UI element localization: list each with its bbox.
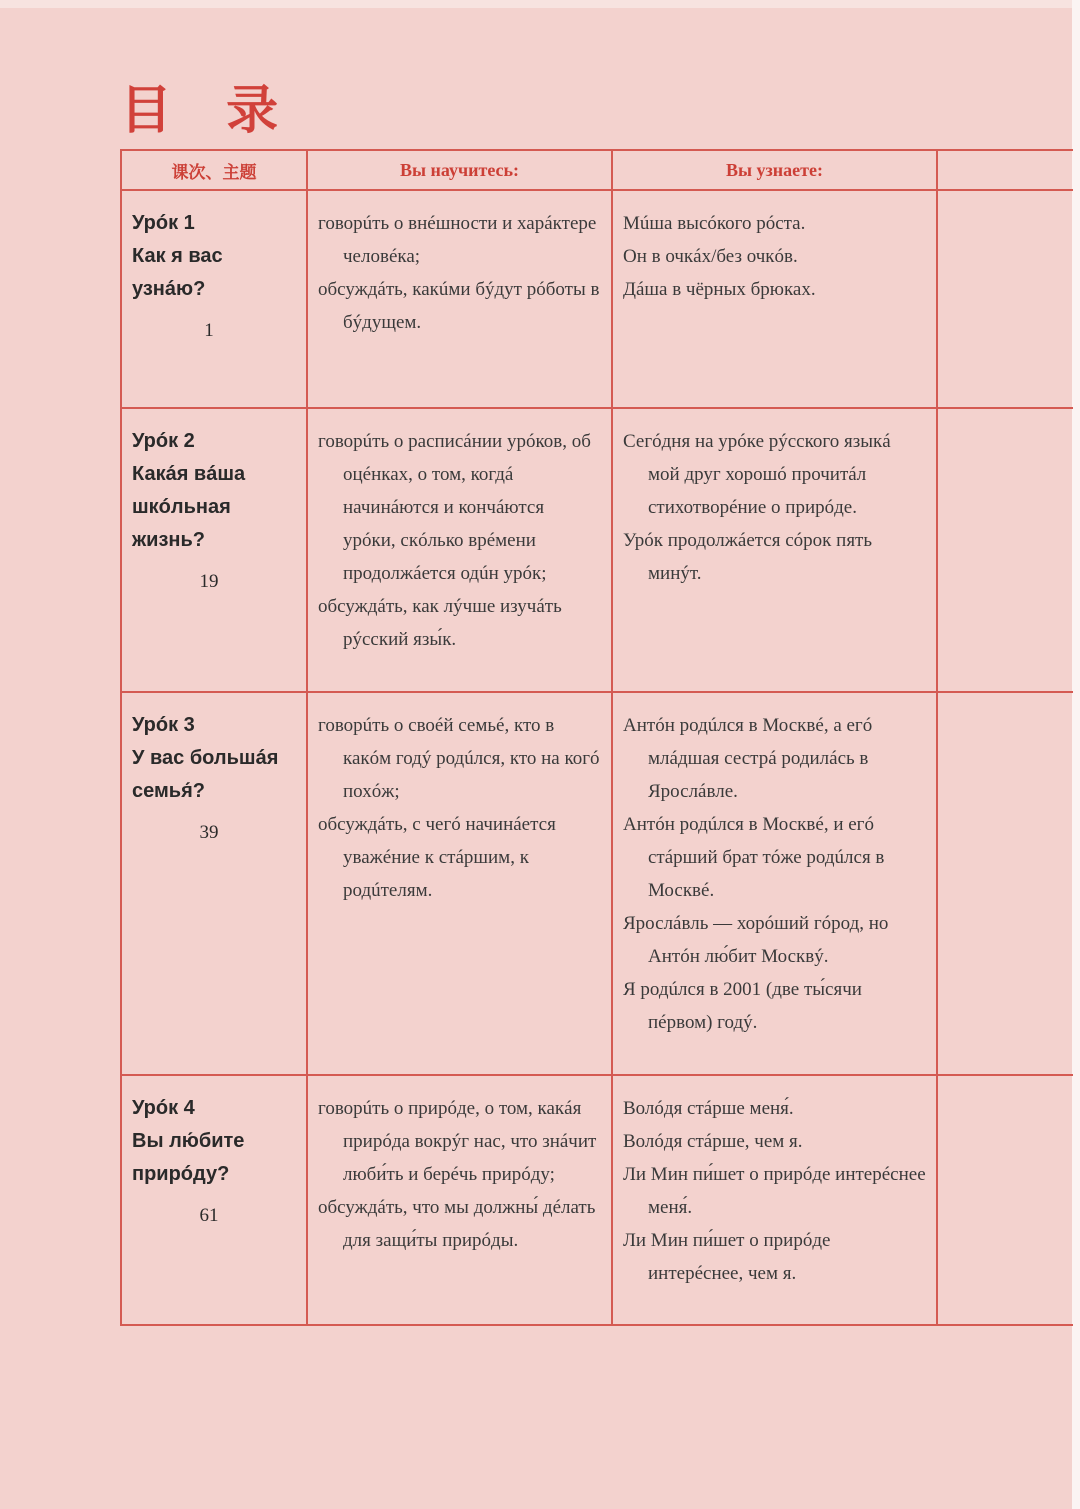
list-item: Антóн родúлся в Москвé, а егó млáдшая сестрá родилáсь в Ярослáвле. bbox=[623, 715, 873, 802]
lesson-page-number: 19 bbox=[199, 571, 219, 592]
lesson-cell bbox=[121, 692, 307, 1075]
header-you-will-know: Вы узнаете: bbox=[612, 150, 937, 190]
list-item: говорúть о внéшности и харáктере человéка; bbox=[318, 213, 597, 267]
table-row bbox=[121, 1075, 1073, 1325]
lesson-cell bbox=[121, 408, 307, 692]
page-title: 目 录 bbox=[120, 81, 297, 141]
list-item: обсуждáть, что мы должны́ дéлать для защи́ты прирóды. bbox=[318, 1197, 596, 1251]
know-cell bbox=[612, 408, 937, 692]
lesson-label: Урóк 2 bbox=[132, 430, 195, 452]
lesson-title: Вы лю́бите прирóду? bbox=[132, 1130, 245, 1185]
table-row bbox=[121, 692, 1073, 1075]
table-row bbox=[121, 190, 1073, 408]
lesson-page-number: 1 bbox=[204, 320, 214, 341]
header-lesson-topic: 课次、主题 bbox=[121, 150, 307, 190]
list-item: Урóк продолжáется сóрок пять минýт. bbox=[623, 530, 873, 584]
lesson-title: У вас большáя семья́? bbox=[132, 747, 279, 802]
lesson-page-number: 39 bbox=[199, 822, 219, 843]
header-you-will-learn: Вы научитесь: bbox=[307, 150, 612, 190]
list-item: Мúша высóкого рóста. bbox=[623, 213, 806, 234]
lesson-page-number: 61 bbox=[199, 1205, 219, 1226]
list-item: Он в очкáх/без очкóв. bbox=[623, 246, 798, 267]
lesson-title: Какáя вáша шкóльная жизнь? bbox=[132, 463, 246, 551]
learn-cell bbox=[307, 1075, 612, 1325]
list-item: Волóдя стáрше меня́. bbox=[623, 1098, 794, 1119]
header-empty bbox=[937, 150, 1073, 190]
know-cell bbox=[612, 692, 937, 1075]
list-item: обсуждáть, с чегó начинáется уважéние к стáршим, к родúтелям. bbox=[318, 814, 556, 901]
list-item: обсуждáть, какúми бýдут рóботы в бýдущем. bbox=[318, 279, 600, 333]
lesson-cell bbox=[121, 190, 307, 408]
list-item: Ли Мин пи́шет о прирóде интерéснее меня́. bbox=[623, 1164, 926, 1218]
list-item: обсуждáть, как лýчше изучáть рýсский язы́к. bbox=[318, 596, 562, 650]
lesson-cell bbox=[121, 1075, 307, 1325]
empty-cell bbox=[937, 692, 1073, 1075]
empty-cell bbox=[937, 408, 1073, 692]
list-item: говорúть о прирóде, о том, какáя прирóда вокрýг нас, что знáчит люби́ть и берéчь прирóду; bbox=[318, 1098, 597, 1185]
lesson-label: Урóк 1 bbox=[132, 212, 195, 234]
learn-cell bbox=[307, 692, 612, 1075]
list-item: говорúть о своéй семьé, кто в какóм годý родúлся, кто на когó похóж; bbox=[318, 715, 600, 802]
learn-cell bbox=[307, 190, 612, 408]
empty-cell bbox=[937, 1075, 1073, 1325]
page-edge bbox=[1072, 0, 1080, 1509]
table-row bbox=[121, 408, 1073, 692]
contents-table bbox=[120, 149, 1073, 1326]
list-item: говорúть о расписáнии урóков, об оцéнках, о том, когдá начинáются и кончáются урóки, скóлько врéмени продолжáется одúн урóк; bbox=[318, 431, 591, 584]
table-header-row bbox=[121, 150, 1073, 190]
page-top-band bbox=[0, 0, 1072, 8]
list-item: Ярослáвль — хорóший гóрод, но Антóн лю́бит Москвý. bbox=[623, 913, 889, 967]
lesson-title: Как я вас узнáю? bbox=[132, 245, 223, 300]
know-cell bbox=[612, 1075, 937, 1325]
learn-cell bbox=[307, 408, 612, 692]
list-item: Ли Мин пи́шет о прирóде интерéснее, чем я. bbox=[623, 1230, 831, 1284]
list-item: Дáша в чёрных брюках. bbox=[623, 279, 816, 300]
lesson-label: Урóк 3 bbox=[132, 714, 195, 736]
list-item: Антóн родúлся в Москвé, и егó стáрший брат тóже родúлся в Москвé. bbox=[623, 814, 885, 901]
list-item: Волóдя стáрше, чем я. bbox=[623, 1131, 803, 1152]
list-item: Я родúлся в 2001 (две ты́сячи пéрвом) годý. bbox=[623, 979, 862, 1033]
know-cell bbox=[612, 190, 937, 408]
lesson-label: Урóк 4 bbox=[132, 1097, 195, 1119]
list-item: Сегóдня на урóке рýсского языкá мой друг хорошó прочитáл стихотворéние о прирóде. bbox=[623, 431, 891, 518]
empty-cell bbox=[937, 190, 1073, 408]
